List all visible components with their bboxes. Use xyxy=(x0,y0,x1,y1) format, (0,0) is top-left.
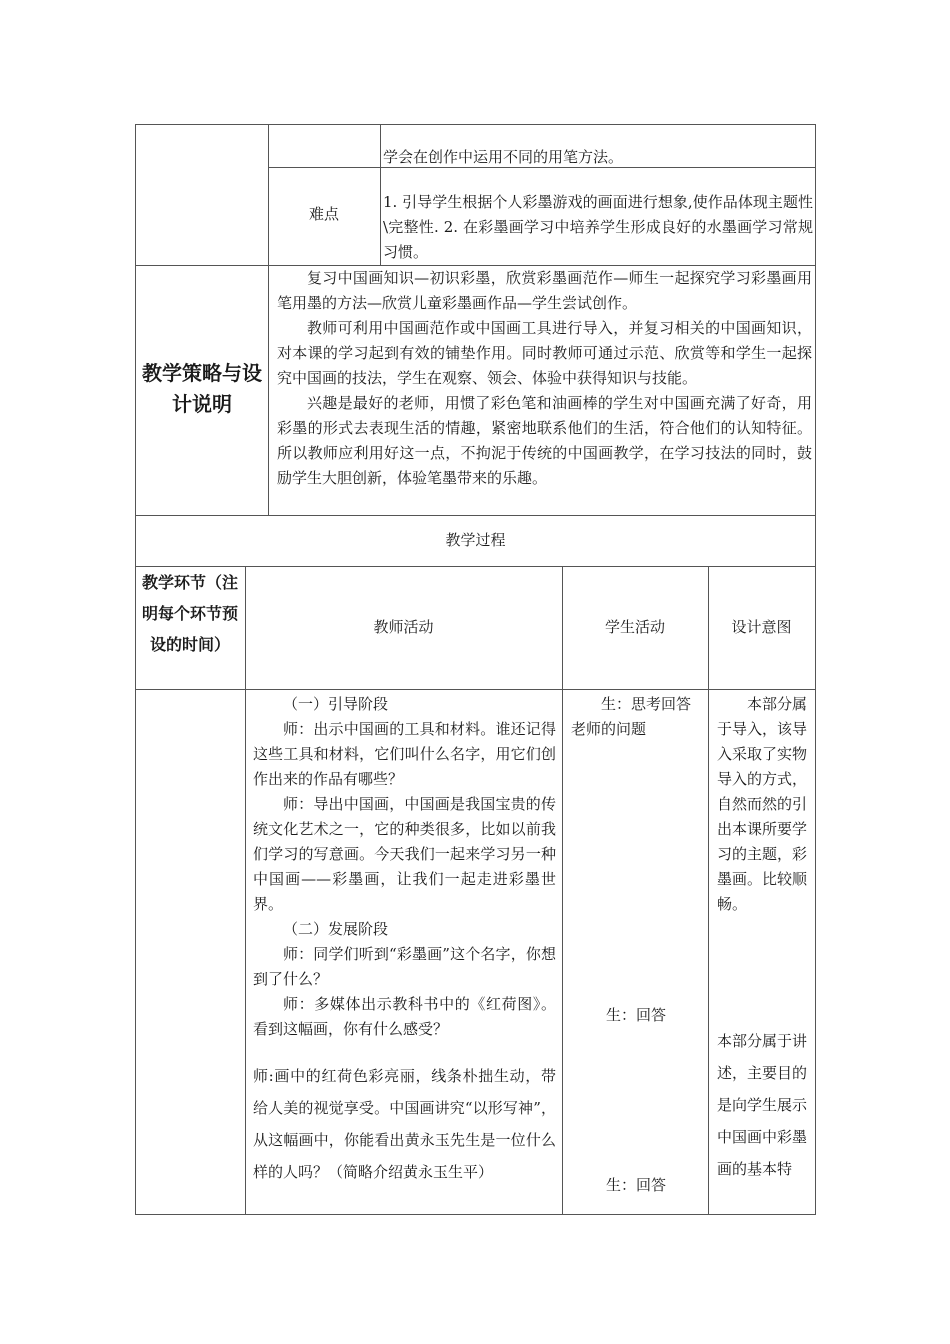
process-title: 教学过程 xyxy=(445,531,506,549)
student-line: 生：回答 xyxy=(606,1176,667,1194)
header-teacher: 教师活动 xyxy=(373,618,434,636)
intent-line: 本部分属于讲述，主要目的是向学生展示中国画中彩墨画的基本特 xyxy=(717,1032,808,1178)
strategy-label: 教学策略与设计说明 xyxy=(142,361,262,416)
student-line: 生：思考回答老师的问题 xyxy=(571,695,692,738)
student-line: 生：回答 xyxy=(606,1006,667,1024)
teacher-line: 师：多媒体出示教科书中的《红荷图》。看到这幅画，你有什么感受？ xyxy=(253,995,556,1038)
difficulty-label: 难点 xyxy=(308,205,339,223)
teacher-line: 师：导出中国画，中国画是我国宝贵的传统文化艺术之一，它的种类很多，比如以前我们学习的写意画。今天我们一起来学习另一种中国画——彩墨画，让我们一起走进彩墨世界。 xyxy=(253,795,556,913)
header-stage: 教学环节（注明每个环节预设的时间） xyxy=(141,573,238,654)
strategy-content xyxy=(277,266,812,491)
teacher-line: 师：出示中国画的工具和材料。谁还记得这些工具和材料，它们叫什么名字，用它们创作出来的作品有哪些？ xyxy=(253,720,556,788)
difficulty-text: 1. 引导学生根据个人彩墨游戏的画面进行想象,使作品体现主题性\完整性. 2. 在彩墨画学习中培养学生形成良好的水墨画学习常规习惯。 xyxy=(383,193,813,261)
teacher-line: （一）引导阶段 xyxy=(283,695,389,713)
strategy-paragraph: 兴趣是最好的老师，用惯了彩色笔和油画棒的学生对中国画充满了好奇，用彩墨的形式去表现生活的情趣，紧密地联系他们的生活，符合他们的认知特征。所以教师应利用好这一点，不拘泥于传统的中国画教学，在学习技法的同时，鼓励学生大胆创新，体验笔墨带来的乐趣。 xyxy=(277,394,812,487)
intent-line: 本部分属于导入，该导入采取了实物导入的方式，自然而然的引出本课所要学习的主题，彩墨画。比较顺畅。 xyxy=(717,695,808,913)
strategy-paragraph: 复习中国画知识—初识彩墨，欣赏彩墨画范作—师生一起探究学习彩墨画用笔用墨的方法—欣赏儿童彩墨画作品—学生尝试创作。 xyxy=(277,269,812,312)
strategy-paragraph: 教师可利用中国画范作或中国画工具进行导入，并复习相关的中国画知识，对本课的学习起到有效的铺垫作用。同时教师可通过示范、欣赏等和学生一起探究中国画的技法，学生在观察、领会、体验中获得知识与技能。 xyxy=(277,319,812,387)
teacher-activity xyxy=(253,692,556,1042)
teacher-line: （二）发展阶段 xyxy=(283,920,389,938)
key-point-text: 学会在创作中运用不同的用笔方法。 xyxy=(383,148,624,166)
header-intent: 设计意图 xyxy=(731,618,792,636)
teacher-line: 师：同学们听到“彩墨画”这个名字，你想到了什么？ xyxy=(253,945,556,988)
header-student: 学生活动 xyxy=(604,618,665,636)
teacher-line: 师:画中的红荷色彩亮丽，线条朴拙生动，带给人美的视觉享受。中国画讲究“以形写神”，从这幅画中，你能看出黄永玉先生是一位什么样的人吗？（简略介绍黄永玉生平） xyxy=(253,1067,556,1181)
